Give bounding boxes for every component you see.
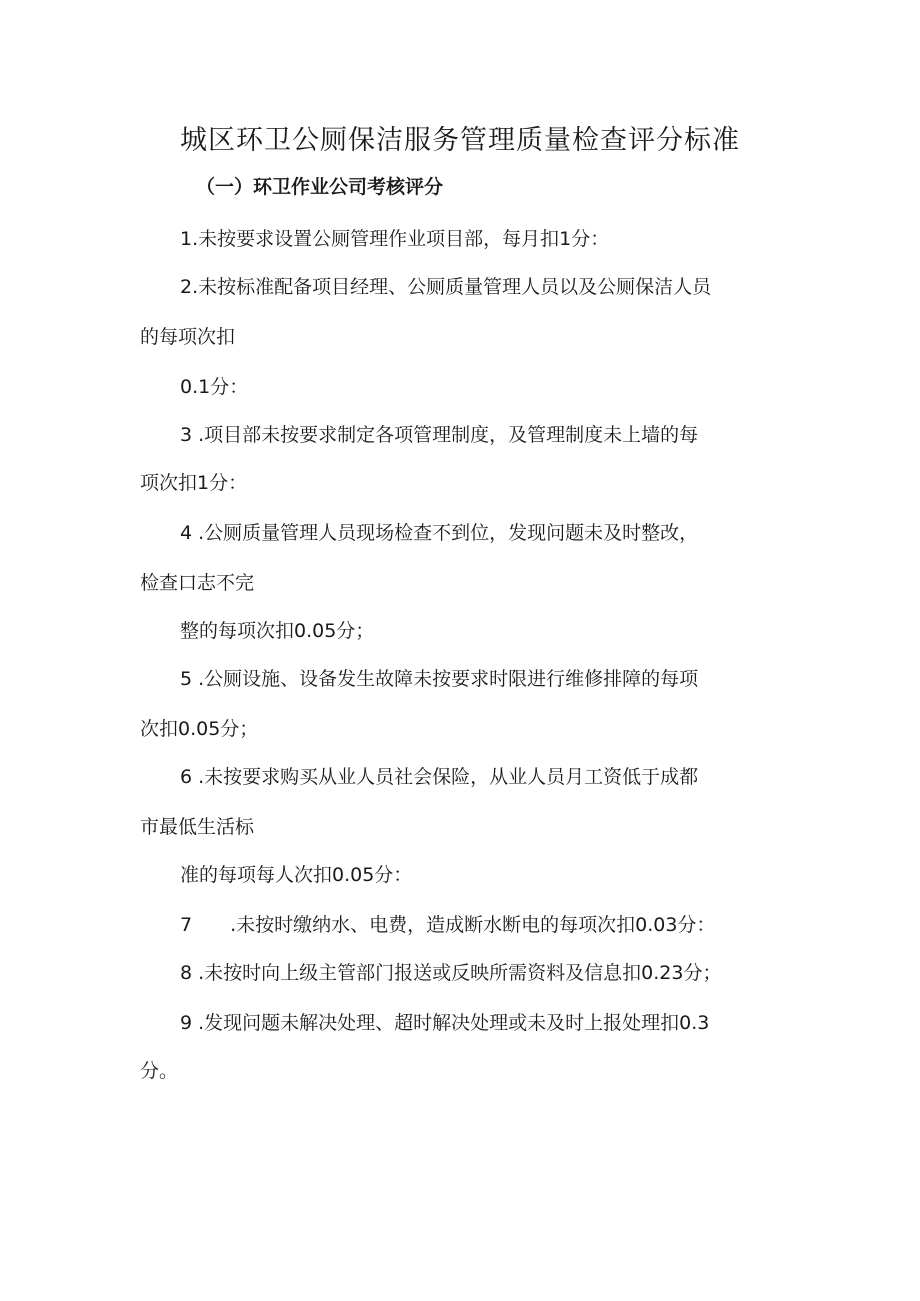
item-4-line-2: 检查口志不完 bbox=[140, 572, 255, 594]
item-1-line: 1.未按要求设置公厕管理作业项目部，每月扣1分： bbox=[180, 228, 610, 250]
item-3-line-2: 项次扣1分： bbox=[140, 472, 248, 494]
item-4-line-1: 4 .公厕质量管理人员现场检查不到位，发现问题未及时整改， bbox=[180, 522, 699, 544]
page-title: 城区环卫公厕保洁服务管理质量检查评分标准 bbox=[180, 125, 740, 156]
item-9-line-2: 分。 bbox=[140, 1060, 179, 1082]
item-7-line: 7 .未按时缴纳水、电费，造成断水断电的每项次扣0.03分： bbox=[180, 914, 716, 936]
item-2-line-3: 0.1分： bbox=[180, 376, 249, 398]
item-4-line-3: 整的每项次扣0.05分； bbox=[180, 620, 375, 642]
item-6-line-2: 市最低生活标 bbox=[140, 816, 255, 838]
item-6-line-1: 6 .未按要求购买从业人员社会保险，从业人员月工资低于成都 bbox=[180, 766, 699, 788]
item-5-line-1: 5 .公厕设施、设备发生故障未按要求时限进行维修排障的每项 bbox=[180, 668, 699, 690]
item-3-line-1: 3 .项目部未按要求制定各项管理制度，及管理制度未上墙的每 bbox=[180, 424, 699, 446]
item-9-line-1: 9 .发现问题未解决处理、超时解决处理或未及时上报处理扣0.3 bbox=[180, 1012, 710, 1034]
item-8-line: 8 .未按时向上级主管部门报送或反映所需资料及信息扣0.23分； bbox=[180, 962, 722, 984]
item-2-line-1: 2.未按标准配备项目经理、公厕质量管理人员以及公厕保洁人员 bbox=[180, 276, 712, 298]
section-heading: （一）环卫作业公司考核评分 bbox=[196, 176, 444, 198]
item-5-line-2: 次扣0.05分； bbox=[140, 718, 259, 740]
item-6-line-3: 准的每项每人次扣0.05分： bbox=[180, 864, 413, 886]
item-2-line-2: 的每项次扣 bbox=[140, 326, 236, 348]
